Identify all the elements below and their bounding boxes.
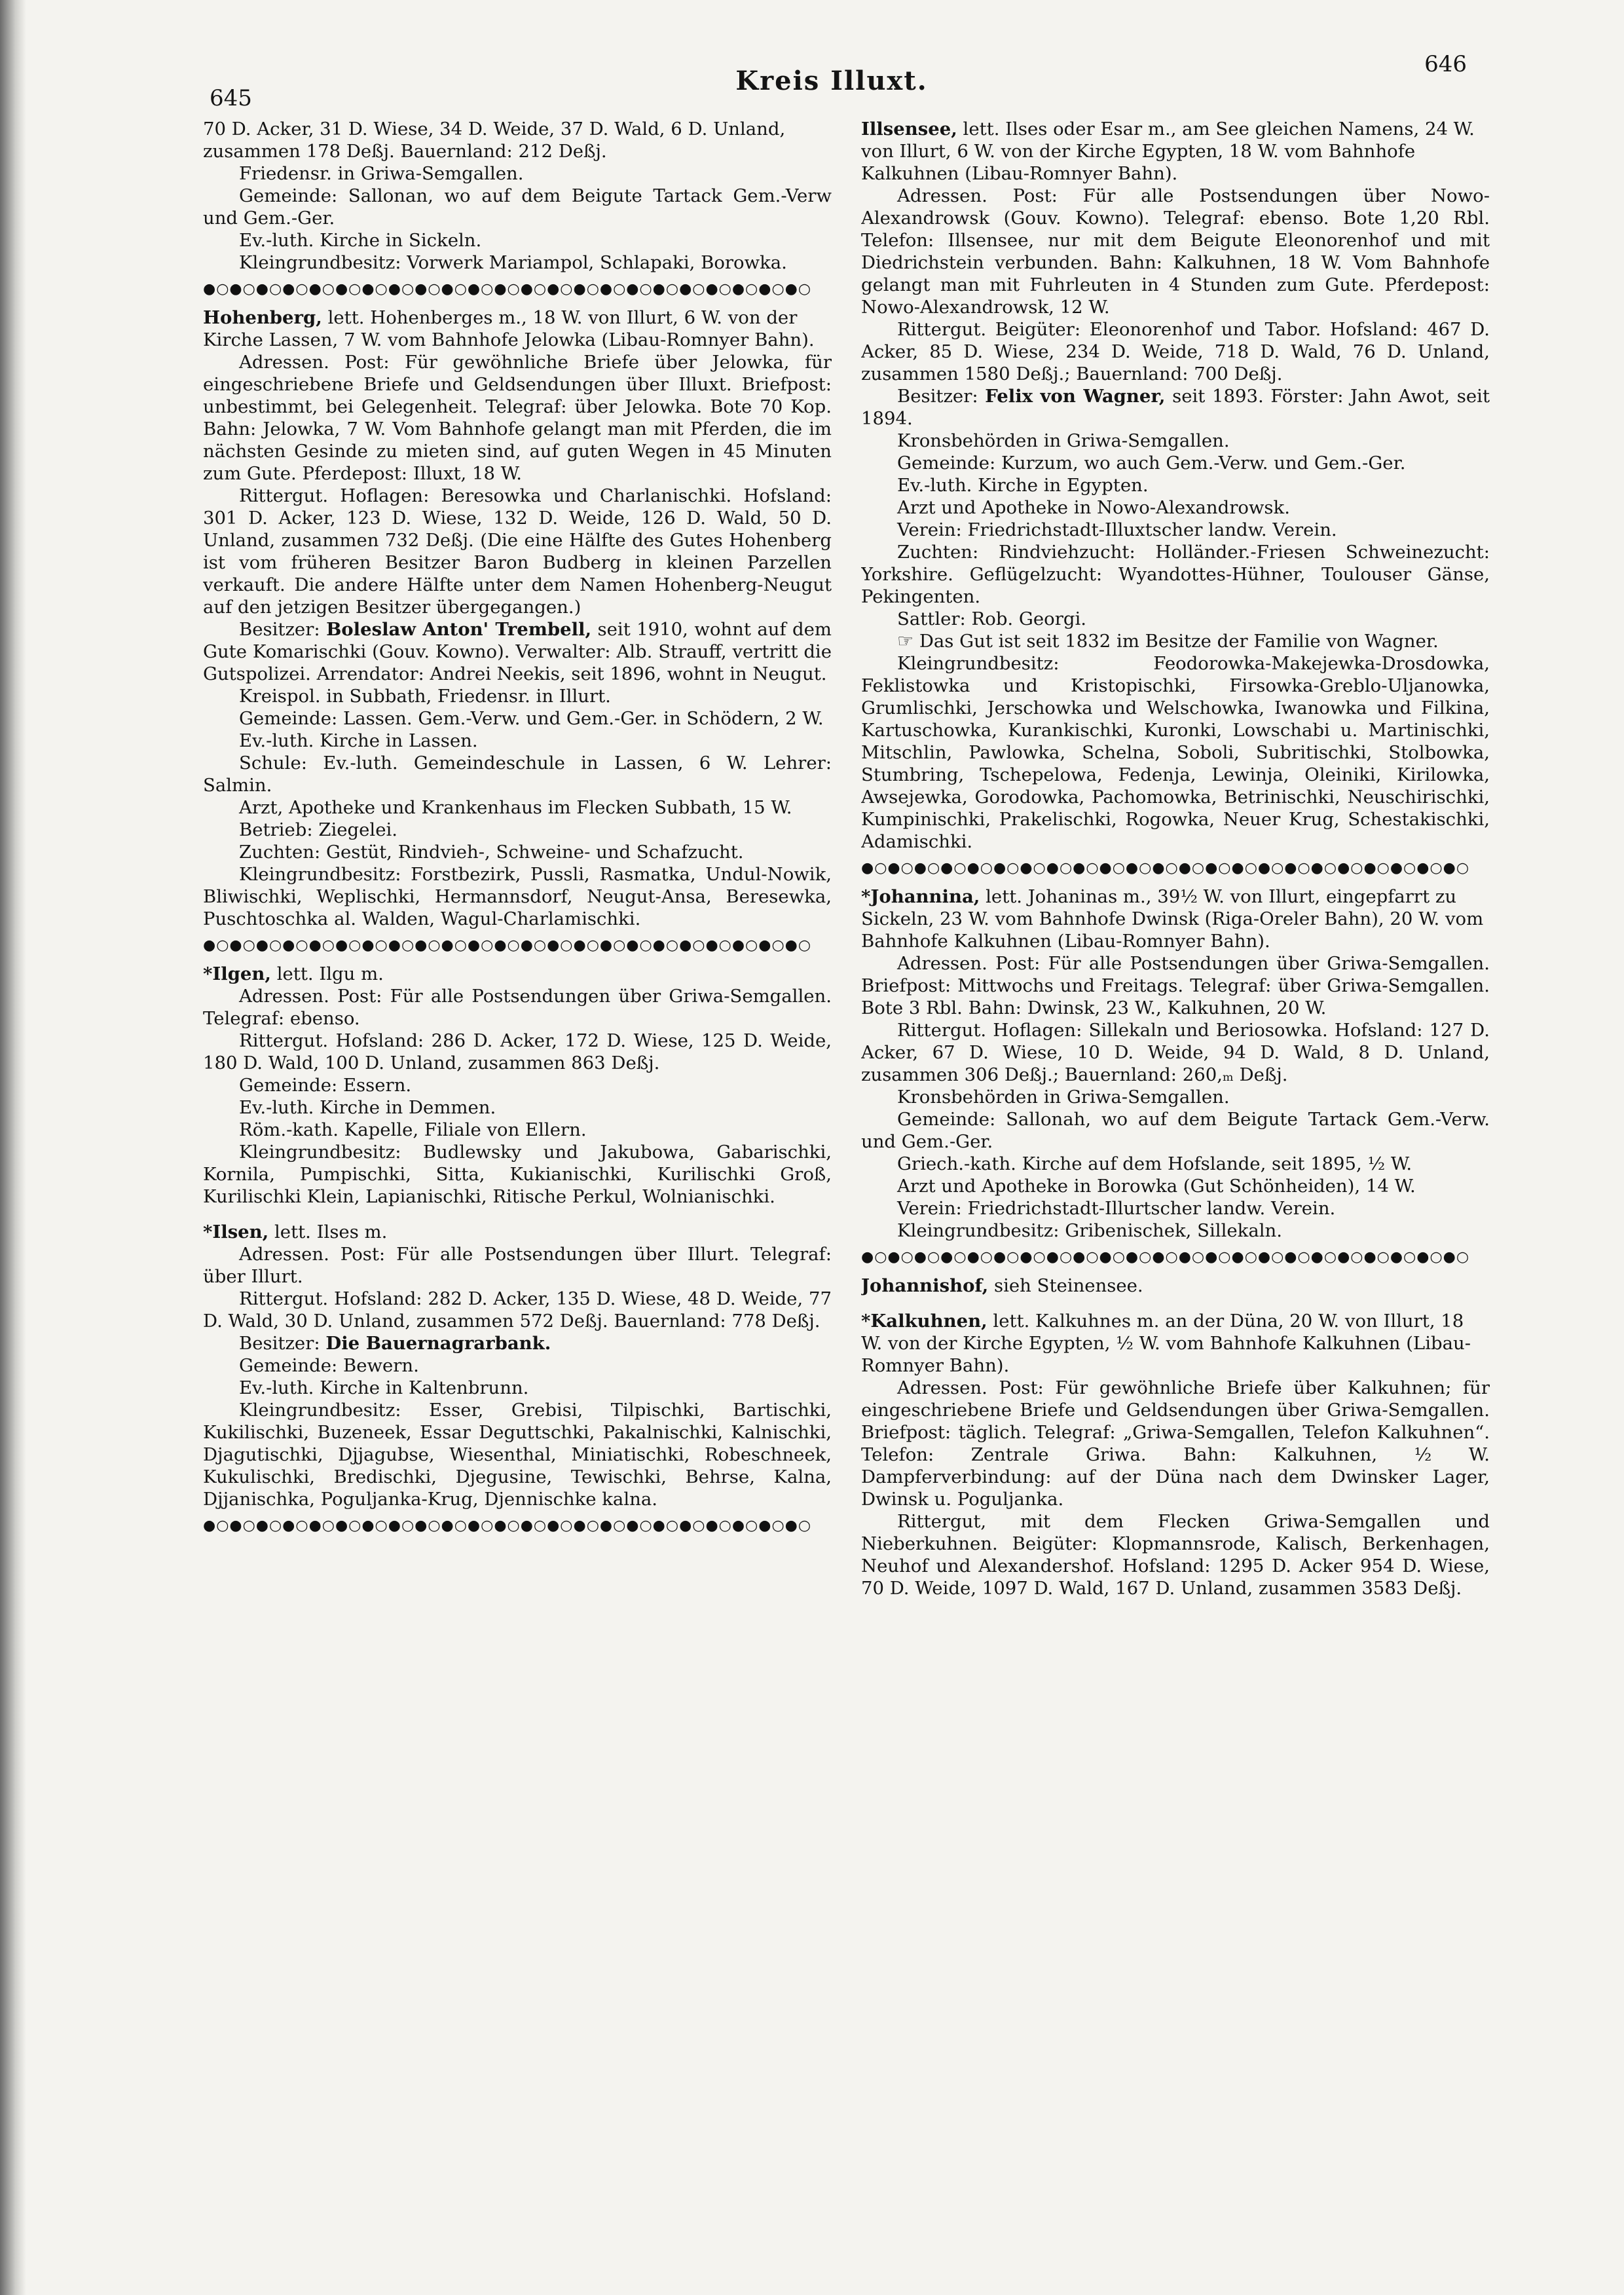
entry-title: *Johannina,: [861, 886, 980, 907]
entry-title: *Ilgen,: [203, 963, 271, 984]
entry-intro: lett. Ilses m.: [274, 1222, 388, 1242]
entry-intro: lett. Ilses oder Esar m., am See gleichen Namens, 24 W. von Illurt, 6 W. von der Kirche Egypten, 18 W. vom Bahnhofe Kalkuhnen (Libau-Romnyer Bahn).: [861, 119, 1475, 184]
ornament-divider: ●○●○●○●○●○●○●○●○●○●○●○●○●○●○●○●○●○●○●○●○●○●○●○: [203, 1518, 812, 1534]
entry-johannina: [861, 886, 1490, 1242]
cross-reference: sieh Steinensee.: [993, 1275, 1143, 1296]
entry-paragraph: Rittergut. Hofsland: 286 D. Acker, 172 D. Wiese, 125 D. Weide, 180 D. Wald, 100 D. Unland, zusammen 863 Deßj.: [203, 1030, 832, 1073]
entry-paragraph: Adressen. Post: Für alle Postsendungen über Illurt. Telegraf: über Illurt.: [203, 1244, 832, 1287]
entry-paragraph: Kronsbehörden in Griwa-Semgallen.: [897, 430, 1230, 451]
pointing-hand-icon: ☞: [897, 630, 914, 652]
entry-paragraph: Sattler: Rob. Georgi.: [897, 608, 1086, 629]
text-line: Gemeinde: Sallonan, wo auf dem Beigute Tartack Gem.-Verw und Gem.-Ger.: [203, 185, 832, 229]
entry-paragraph: Kleingrundbesitz: Gribenischek, Sillekaln.: [897, 1220, 1282, 1241]
text-line: Friedensr. in Griwa-Semgallen.: [239, 163, 524, 184]
spacer: [861, 1297, 1490, 1310]
entry-paragraph: Adressen. Post: Für gewöhnliche Briefe über Jelowka, für eingeschriebene Briefe und Geldsendungen über Illuxt. Briefpost: unbestimmt, bei Gelegenheit. Telegraf: über Jelowka. Bote 70 Kop. Bahn: Jelowka, 7 W. Vom Bahnhofe gelangt man mit Pferden, die im nächsten Gesinde zu mieten sind, auf guten Wegen in 45 Minuten zum Gute. Pferdepost: Illuxt, 18 W.: [203, 352, 832, 484]
entry-paragraph: Zuchten: Rindviehzucht: Holländer.-Friesen Schweinezucht: Yorkshire. Geflügelzucht: Wyandottes-Hühner, Toulouser Gänse, Pekingenten.: [861, 542, 1490, 607]
entry-ilgen: [203, 963, 832, 1208]
entry-paragraph: Adressen. Post: Für alle Postsendungen über Nowo-Alexandrowsk (Gouv. Kowno). Telegraf: ebenso. Bote 1,20 Rbl. Telefon: Illsensee, nur mit dem Beigute Eleonorenhof und mit Diedrichstein verbunden. Bahn: Kalkuhnen, 18 W. Vom Bahnhofe gelangt man mit Fuhrleuten in 4 Stunden zum Gute. Pferdepost: Nowo-Alexandrowsk, 12 W.: [861, 185, 1490, 318]
entry-paragraph: Das Gut ist seit 1832 im Besitze der Familie von Wagner.: [919, 631, 1439, 652]
entry-title: Johannishof,: [861, 1275, 989, 1296]
entry-title: Hohenberg,: [203, 307, 322, 328]
entry-paragraph: Ev.-luth. Kirche in Lassen.: [239, 730, 478, 751]
entry-intro: lett. Ilgu m.: [276, 963, 384, 984]
entry-paragraph: Schule: Ev.-luth. Gemeindeschule in Lassen, 6 W. Lehrer: Salmin.: [203, 753, 832, 796]
entry-paragraph: Rittergut, mit dem Flecken Griwa-Semgallen und Nieberkuhnen. Beigüter: Klopmannsrode, Kalisch, Berkenhagen, Neuhof und Alexandershof. Hofsland: 1295 D. Acker 954 D. Wiese, 70 D. Weide, 1097 D. Wald, 167 D. Unland, zusammen 3583 Deßj.: [861, 1511, 1490, 1599]
text-line: 70 D. Acker, 31 D. Wiese, 34 D. Weide, 37 D. Wald, 6 D. Unland, zusammen 178 Deßj. Bauernland: 212 Deßj.: [203, 119, 786, 162]
entry-johannishof: [861, 1275, 1490, 1297]
owner-name: Die Bauernagrarbank.: [325, 1333, 551, 1354]
entry-paragraph: Gemeinde: Bewern.: [239, 1355, 419, 1376]
entry-paragraph: Gemeinde: Essern.: [239, 1075, 412, 1096]
entry-paragraph: Kleingrundbesitz: Esser, Grebisi, Tilpischki, Bartischki, Kukilischki, Buzeneek, Essar Deguttschki, Pakalnischki, Kalnischki, Djagutischki, Djjagubse, Wiesenthal, Miniatischki, Robeschneek, Kukulischki, Bredischki, Djegusine, Tewischki, Behrse, Kalna, Djjanischka, Poguljanka-Krug, Djennischke kalna.: [203, 1400, 832, 1510]
owner-name: Felix von Wagner,: [985, 386, 1166, 407]
entry-paragraph: Kronsbehörden in Griwa-Semgallen.: [897, 1087, 1230, 1108]
entry-paragraph: Rittergut. Hoflagen: Sillekaln und Beriosowka. Hofsland: 127 D. Acker, 67 D. Wiese, 10 D. Weide, 94 D. Wald, 8 D. Unland, zusammen 306 Deßj.; Bauernland: 260,ₘ Deßj.: [861, 1020, 1490, 1085]
ornament-divider: ●○●○●○●○●○●○●○●○●○●○●○●○●○●○●○●○●○●○●○●○●○●○●○: [861, 861, 1470, 876]
entry-paragraph: Kleingrundbesitz: Feodorowka-Makejewka-Drosdowka, Feklistowka und Kristopischki, Firsowka-Greblo-Uljanowka, Grumlischki, Jerschowka und Welschowka, Iwanowka und Filkina, Kartuschowka, Kurankischki, Kuronki, Lowschabi u. Martinischki, Mitschlin, Pawlowka, Schelna, Soboli, Subritischki, Stolbowka, Stumbring, Tschepelowa, Fedenja, Lewinja, Oleiniki, Kirilowka, Awsejewka, Gorodowka, Pachomowka, Betrinischki, Neuschirischki, Kumpinischki, Prakelischki, Rogowka, Neuer Krug, Schestakischki, Adamischki.: [861, 653, 1490, 852]
left-column: [203, 118, 832, 2266]
entry-paragraph: Arzt und Apotheke in Borowka (Gut Schönheiden), 14 W.: [897, 1176, 1416, 1197]
entry-paragraph: Betrieb: Ziegelei.: [239, 819, 398, 840]
entry-title: *Kalkuhnen,: [861, 1311, 987, 1332]
spacer: [203, 1208, 832, 1221]
entry-paragraph: Ev.-luth. Kirche in Demmen.: [239, 1097, 496, 1118]
entry-paragraph: Rittergut. Hoflagen: Beresowka und Charlanischki. Hofsland: 301 D. Acker, 123 D. Wiese, 132 D. Weide, 126 D. Wald, 50 D. Unland, zusammen 732 Deßj. (Die eine Hälfte des Gutes Hohenberg ist vom früheren Besitzer Baron Budberg in kleinen Parzellen verkauft. Die andere Hälfte unter dem Namen Hohenberg-Neugut auf den jetzigen Besitzer übergegangen.): [203, 485, 832, 618]
page-header: [196, 46, 1467, 111]
entry-paragraph: Adressen. Post: Für alle Postsendungen über Griwa-Semgallen. Briefpost: Mittwochs und Freitags. Telegraf: über Griwa-Semgallen. Bote 3 Rbl. Bahn: Dwinsk, 23 W., Kalkuhnen, 20 W.: [861, 953, 1490, 1018]
entry-paragraph: Adressen. Post: Für alle Postsendungen über Griwa-Semgallen. Telegraf: ebenso.: [203, 986, 832, 1029]
entry-paragraph: Röm.-kath. Kapelle, Filiale von Ellern.: [239, 1119, 587, 1140]
entry-paragraph: Kreispol. in Subbath, Friedensr. in Illurt.: [239, 686, 611, 707]
scan-shadow-edge: [0, 0, 26, 2295]
entry-ilsen: [203, 1221, 832, 1510]
entry-paragraph: Zuchten: Gestüt, Rindvieh-, Schweine- und Schafzucht.: [239, 842, 744, 863]
entry-paragraph: Griech.-kath. Kirche auf dem Hofslande, seit 1895, ½ W.: [897, 1153, 1412, 1174]
entry-paragraph: Ev.-luth. Kirche in Egypten.: [897, 475, 1149, 496]
page-number-left: 645: [210, 85, 252, 111]
entry-intro: lett. Johaninas m., 39½ W. von Illurt, eingepfarrt zu Sickeln, 23 W. vom Bahnhofe Dwinsk (Riga-Oreler Bahn), 20 W. vom Bahnhofe Kalkuhnen (Libau-Romnyer Bahn).: [861, 886, 1484, 952]
running-head: Kreis Illuxt.: [735, 65, 928, 96]
entry-kalkuhnen: [861, 1310, 1490, 1599]
entry-paragraph: Adressen. Post: Für gewöhnliche Briefe über Kalkuhnen; für eingeschriebene Briefe und Geldsendungen über Griwa-Semgallen. Briefpost: täglich. Telegraf: „Griwa-Semgallen, Telefon Kalkuhnen“. Telefon: Zentrale Griwa. Bahn: Kalkuhnen, ½ W. Dampferverbindung: auf der Düna nach dem Dwinsker Lager, Dwinsk u. Poguljanka.: [861, 1377, 1490, 1510]
entry-paragraph: seit 1910, wohnt auf dem Gute Komarischki (Gouv. Kowno). Verwalter: Alb. Strauff, vertritt die Gutspolizei. Arrendator: Andrei Neekis, seit 1896, wohnt in Neugut.: [203, 619, 832, 684]
right-column: [861, 118, 1490, 2266]
entry-paragraph: Verein: Friedrichstadt-Illurtscher landw. Verein.: [897, 1198, 1336, 1219]
owner-name: Boleslaw Anton' Trembell,: [326, 619, 592, 640]
text-line: Ev.-luth. Kirche in Sickeln.: [239, 230, 482, 251]
entry-paragraph: Verein: Friedrichstadt-Illuxtscher landw. Verein.: [897, 519, 1337, 540]
ornament-divider: ●○●○●○●○●○●○●○●○●○●○●○●○●○●○●○●○●○●○●○●○●○●○●○: [203, 938, 812, 954]
entry-paragraph: Arzt, Apotheke und Krankenhaus im Flecken Subbath, 15 W.: [239, 797, 792, 818]
entry-intro: lett. Hohenberges m., 18 W. von Illurt, 6 W. von der Kirche Lassen, 7 W. vom Bahnhofe Jelowka (Libau-Romnyer Bahn).: [203, 307, 815, 350]
entry-paragraph: Kleingrundbesitz: Forstbezirk, Pussli, Rasmatka, Undul-Nowik, Bliwischki, Weplischki, Hermannsdorf, Neugut-Ansa, Beresewka, Puschtoschka al. Walden, Wagul-Charlamischki.: [203, 864, 832, 929]
entry-paragraph: Gemeinde: Sallonah, wo auf dem Beigute Tartack Gem.-Verw. und Gem.-Ger.: [861, 1109, 1490, 1152]
entry-illsensee: [861, 118, 1490, 853]
owner-label: Besitzer:: [897, 386, 978, 407]
owner-label: Besitzer:: [239, 619, 320, 640]
entry-paragraph: Arzt und Apotheke in Nowo-Alexandrowsk.: [897, 497, 1290, 518]
entry-hohenberg: [203, 307, 832, 930]
entry-paragraph: Kleingrundbesitz: Budlewsky und Jakubowa, Gabarischki, Kornila, Pumpischki, Sitta, Kukianischki, Kurilischki Groß, Kurilischki Klein, Lapianischki, Ritische Perkul, Wolnianischki.: [203, 1142, 832, 1207]
entry-title: Illsensee,: [861, 119, 957, 140]
text-line: Kleingrundbesitz: Vorwerk Mariampol, Schlapaki, Borowka.: [239, 252, 787, 273]
owner-label: Besitzer:: [239, 1333, 320, 1354]
ornament-divider: ●○●○●○●○●○●○●○●○●○●○●○●○●○●○●○●○●○●○●○●○●○●○●○: [203, 282, 812, 297]
entry-paragraph: Rittergut. Hofsland: 282 D. Acker, 135 D. Wiese, 48 D. Weide, 77 D. Wald, 30 D. Unland, zusammen 572 Deßj. Bauernland: 778 Deßj.: [203, 1288, 832, 1332]
page-number-right: 646: [1424, 51, 1467, 77]
entry-paragraph: Ev.-luth. Kirche in Kaltenbrunn.: [239, 1377, 529, 1398]
ornament-divider: ●○●○●○●○●○●○●○●○●○●○●○●○●○●○●○●○●○●○●○●○●○●○●○: [861, 1250, 1470, 1265]
entry-paragraph: Rittergut. Beigüter: Eleonorenhof und Tabor. Hofsland: 467 D. Acker, 85 D. Wiese, 234 D. Weide, 718 D. Wald, 76 D. Unland, zusammen 1580 Deßj.; Bauernland: 700 Deßj.: [861, 319, 1490, 384]
entry-title: *Ilsen,: [203, 1222, 269, 1242]
entry-paragraph: Gemeinde: Lassen. Gem.-Verw. und Gem.-Ger. in Schödern, 2 W.: [239, 708, 824, 729]
entry-paragraph: seit 1893. Förster: Jahn Awot, seit 1894.: [861, 386, 1490, 429]
entry-paragraph: Gemeinde: Kurzum, wo auch Gem.-Verw. und Gem.-Ger.: [897, 453, 1406, 474]
entry-intro: lett. Kalkuhnes m. an der Düna, 20 W. von Illurt, 18 W. von der Kirche Egypten, ½ W. vom Bahnhofe Kalkuhnen (Libau-Romnyer Bahn).: [861, 1311, 1471, 1376]
